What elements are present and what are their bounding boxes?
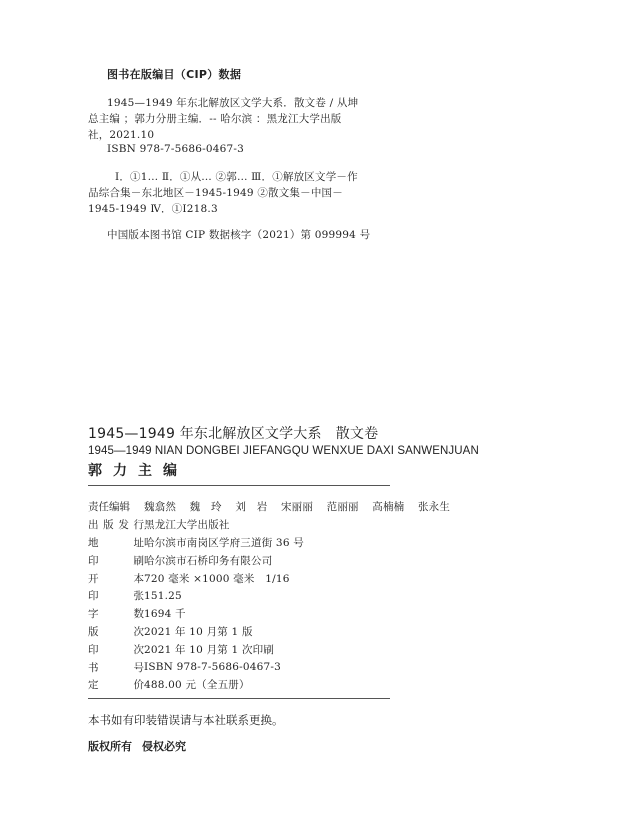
info-value: 2021 年 10 月第 1 版 — [144, 625, 253, 638]
info-row-address — [88, 534, 460, 552]
label-char: 号 — [133, 661, 144, 674]
label-char: 书 — [88, 661, 99, 674]
label-char: 址 — [133, 536, 144, 549]
cip-line-classification-3: 1945-1949 Ⅳ．①I218.3 — [88, 203, 218, 215]
cip-line-title: 1945—1949 年东北解放区文学大系．散文卷 / 从坤 — [107, 97, 359, 109]
publication-info-table — [88, 498, 460, 694]
label-char: 字 — [88, 608, 99, 621]
label-char: 出 — [88, 519, 99, 532]
info-row-edition — [88, 623, 460, 641]
cip-line-publisher: 社，2021.10 — [88, 129, 155, 141]
divider-top — [88, 485, 390, 486]
editor-name: 刘 岩 — [235, 501, 268, 514]
editor-name: 魏 玲 — [189, 501, 222, 514]
info-value: 720 毫米 ×1000 毫米 1/16 — [144, 572, 290, 585]
responsible-editors-list — [144, 499, 460, 514]
label-char: 本 — [133, 572, 144, 585]
label-char: 地 — [88, 536, 99, 549]
label-char: 数 — [133, 608, 144, 621]
info-row-printer — [88, 551, 460, 569]
info-label — [88, 553, 144, 568]
info-label — [88, 606, 144, 621]
title-block — [88, 423, 479, 480]
editor-name: 魏翕然 — [144, 501, 177, 514]
label-char: 开 — [88, 572, 99, 585]
info-row-publisher — [88, 516, 460, 534]
info-row-word-count — [88, 605, 460, 623]
cip-heading: 图书在版编目（CIP）数据 — [107, 68, 242, 81]
label-char: 印 — [88, 554, 99, 567]
info-label — [88, 624, 144, 639]
info-row-sheets — [88, 587, 460, 605]
misprint-notice: 本书如有印装错误请与本社联系更换。 — [88, 713, 284, 727]
editor-name: 宋丽丽 — [280, 501, 314, 514]
label-char: 次 — [133, 625, 144, 638]
book-title — [88, 423, 479, 443]
info-label — [88, 571, 144, 586]
rights-reserved: 版权所有 — [88, 740, 132, 753]
cip-line-classification-2: 品综合集－东北地区－1945-1949 ②散文集－中国－ — [88, 187, 343, 199]
editor-name: 高楠楠 — [372, 501, 405, 514]
info-row-format — [88, 569, 460, 587]
editor-name: 张永生 — [417, 501, 451, 514]
book-pinyin-title: 1945—1949 NIAN DONGBEI JIEFANGQU WENXUE DAXI SANWENJUAN — [88, 445, 479, 457]
info-value: 哈尔滨市南岗区学府三道街 36 号 — [144, 536, 304, 549]
info-value: 2021 年 10 月第 1 次印刷 — [144, 643, 275, 656]
label-char: 刷 — [133, 554, 144, 567]
info-label — [88, 660, 144, 675]
info-row-responsible-editors — [88, 498, 460, 516]
info-row-price — [88, 676, 460, 694]
piracy-warning: 侵权必究 — [142, 740, 186, 753]
label-char: 定 — [88, 679, 99, 692]
label-char: 次 — [133, 643, 144, 656]
label-char: 印 — [88, 643, 99, 656]
info-label — [88, 517, 144, 532]
info-value: 151.25 — [144, 589, 182, 602]
info-row-isbn — [88, 658, 460, 676]
label-char: 行 — [133, 519, 144, 532]
volume-editor: 郭力主编 — [88, 463, 188, 479]
copyright-notice — [88, 738, 186, 754]
editor-name: 范丽丽 — [326, 501, 359, 514]
info-value: 1694 千 — [144, 608, 186, 621]
info-value: 黑龙江大学出版社 — [144, 519, 230, 532]
cip-line-classification-1: Ⅰ．①1… Ⅱ．①从… ②郭… Ⅲ．①解放区文学－作 — [115, 171, 358, 183]
info-value: ISBN 978-7-5686-0467-3 — [144, 661, 282, 674]
label-char: 发 — [118, 519, 129, 532]
cip-line-editors: 总主编 ；郭力分册主编．-- 哈尔滨 ：黑龙江大学出版 — [88, 113, 342, 125]
info-row-printing — [88, 640, 460, 658]
info-value: 哈尔滨市石桥印务有限公司 — [144, 554, 273, 567]
info-label — [88, 588, 144, 603]
book-title-main: 1945—1949 年东北解放区文学大系 — [88, 426, 322, 442]
label-char: 张 — [133, 590, 144, 603]
cip-line-record-number: 中国版本图书馆 CIP 数据核字（2021）第 099994 号 — [107, 229, 371, 241]
book-title-volume: 散文卷 — [335, 426, 379, 442]
info-label: 责任编辑 — [88, 501, 130, 514]
info-label — [88, 642, 144, 657]
info-label — [88, 535, 144, 550]
label-char: 版 — [103, 519, 114, 532]
label-char: 印 — [88, 590, 99, 603]
info-value: 488.00 元（全五册） — [144, 679, 250, 692]
info-label — [88, 677, 144, 692]
label-char: 版 — [88, 625, 99, 638]
divider-bottom — [88, 698, 390, 699]
cip-line-isbn: ISBN 978-7-5686-0467-3 — [107, 143, 245, 155]
label-char: 价 — [133, 679, 144, 692]
